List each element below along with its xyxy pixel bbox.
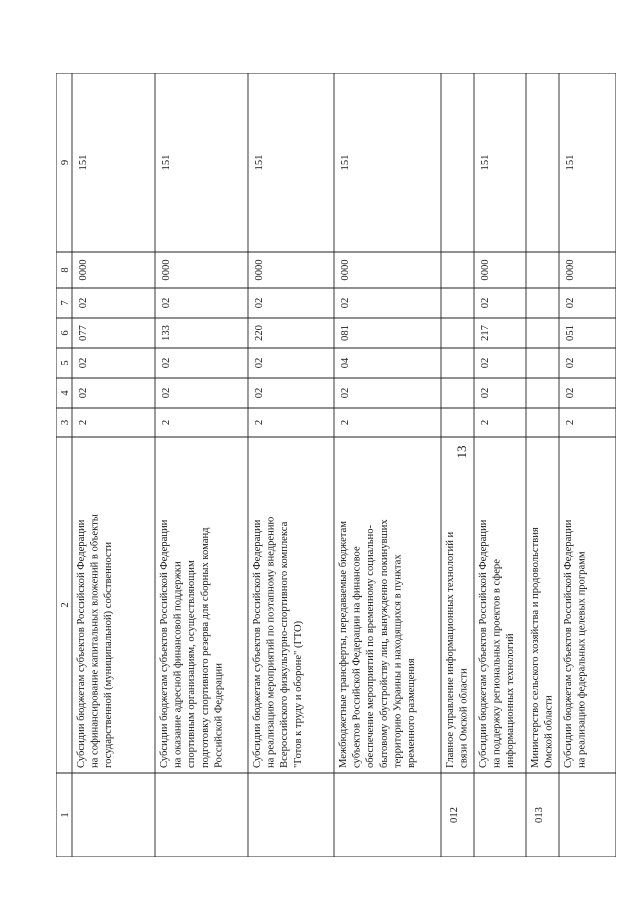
cell-c6: 133 [161,325,172,341]
cell-c7: 02 [78,297,89,309]
cell-c5: 02 [161,357,172,369]
cell-c9: 151 [254,154,265,171]
row-description-line: Субсидии бюджетам субъектов Российской Федерации [478,519,489,768]
cell-c7: 02 [161,297,172,309]
budget-table [56,73,616,857]
row-description-line: на реализацию федеральных целевых программ [576,551,588,768]
row-description-line: Министерство сельского хозяйства и продовольствия [530,527,541,768]
cell-c7: 02 [565,297,576,309]
row-description-line: обеспечение мероприятий по временному социально- [365,524,377,768]
row-description-line: субъектов Российской Федерации на финансовое [351,546,363,768]
cell-c8: 0000 [254,259,265,281]
cell-c6: 081 [340,325,351,341]
row-code: 012 [449,807,460,823]
row-description-line: Субсидии бюджетам субъектов Российской Федерации [76,519,87,768]
cell-c4: 02 [340,387,351,399]
cell-c3: 2 [78,419,89,426]
page-number: 13 [454,445,469,459]
row-description-line: спортивным организациям, осуществляющим [186,560,198,768]
column-header-6: 6 [60,330,71,336]
row-description-line: информационных технологий [505,633,517,768]
cell-c3: 2 [480,419,491,426]
row-description-line: на поддержку региональных проектов в сфере [491,559,503,768]
cell-c8: 0000 [340,259,351,281]
column-header-2: 2 [60,602,71,608]
cell-c4: 02 [161,387,172,399]
cell-c5: 02 [78,357,89,369]
cell-c9: 151 [340,154,351,171]
column-header-9: 9 [60,159,71,166]
row-description-line: Омской области [543,695,555,768]
cell-c9: 151 [480,154,491,171]
row-description-line: подготовку спортивного резерва для сборных команд [199,527,211,768]
cell-c3: 2 [340,419,351,426]
document-page [56,73,616,862]
cell-c7: 02 [480,297,491,309]
row-description-line: Главное управление информационных технологий и [445,531,456,768]
row-description-line: Субсидии бюджетам субъектов Российской Федерации [252,519,263,768]
column-header-8: 8 [60,267,71,273]
row-description-line: на софинансирование капитальных вложений в объекты [89,514,101,768]
cell-c3: 2 [254,419,265,426]
row-code: 013 [534,807,545,823]
column-header-1: 1 [60,812,71,818]
row-description-line: Субсидии бюджетам субъектов Российской Федерации [563,519,574,768]
cell-c6: 217 [480,325,491,341]
column-header-7: 7 [60,300,71,306]
row-description-line: "Готов к труду и обороне" (ГТО) [292,620,304,768]
row-description-line: государственной (муниципальной) собственности [103,541,115,768]
row-description-line: на оказание адресной финансовой поддержки [172,561,184,768]
cell-c3: 2 [161,419,172,426]
cell-c4: 02 [480,387,491,399]
row-description-line: территорию Украины и находящихся в пунктах [392,554,404,768]
cell-c8: 0000 [161,259,172,281]
row-description-line: связи Омской области [458,668,470,768]
column-header-3: 3 [60,419,71,426]
cell-c4: 02 [565,387,576,399]
cell-c7: 02 [254,297,265,309]
row-description-line: Всероссийского физкультурно-спортивного комплекса [279,521,291,768]
cell-c9: 151 [161,154,172,171]
row-description-line: на реализацию мероприятий по поэтапному внедрению [265,516,277,768]
cell-c3: 2 [565,419,576,426]
column-header-4: 4 [60,390,71,396]
row-description-line: Российской Федерации [213,663,225,768]
cell-c9: 151 [78,154,89,171]
cell-c6: 220 [254,325,265,341]
column-header-5: 5 [60,360,71,366]
row-description-line: бытовому обустройству лиц, вынужденно покинувших [378,519,390,768]
row-description-line: временного размещения [406,658,417,768]
cell-c5: 02 [480,357,491,369]
cell-c8: 0000 [480,259,491,281]
cell-c6: 077 [78,325,89,341]
cell-c5: 02 [565,357,576,369]
cell-c8: 0000 [78,259,89,281]
cell-c5: 04 [340,357,351,369]
cell-c4: 02 [254,387,265,399]
cell-c8: 0000 [565,259,576,281]
cell-c6: 051 [565,325,576,341]
cell-c9: 151 [565,154,576,171]
row-description-line: Межбюджетные трансферты, передаваемые бюджетам [338,521,349,768]
cell-c7: 02 [340,297,351,309]
row-description-line: Субсидии бюджетам субъектов Российской Федерации [159,519,170,768]
cell-c5: 02 [254,357,265,369]
cell-c4: 02 [78,387,89,399]
